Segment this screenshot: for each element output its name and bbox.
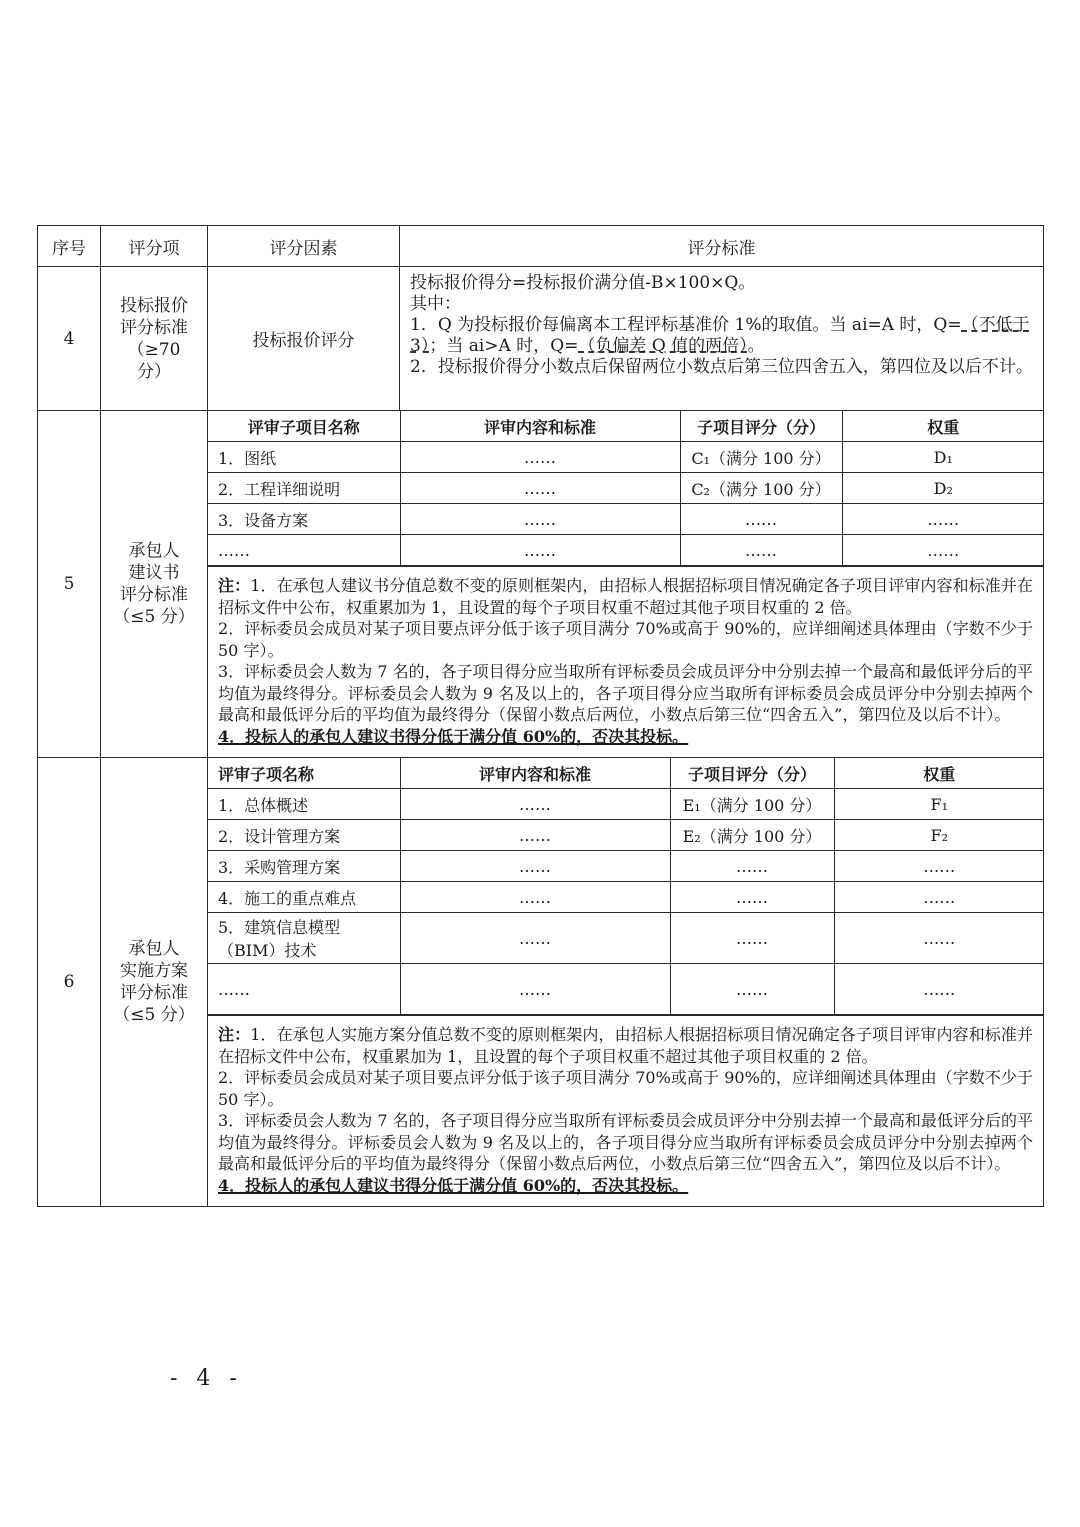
cell: …… <box>670 964 834 1015</box>
page-number: - 4 - <box>170 1366 243 1391</box>
note-item: 3．评标委员会人数为 7 名的，各子项目得分应当取所有评标委员会成员评分中分别去掉一个最高和最低评分后的平均值为最终得分。评标委员会人数为 9 名及以上的，各子项目得分应当取所有评标委员会成员评分中分别去掉两个最高和最低评分后的平均值为最终得分（保留小数点后两位，小数点后第三位“四舍五入”，第四位及以后不计）。 <box>218 662 1033 724</box>
row4-item <box>101 267 208 411</box>
row5-item <box>101 411 208 758</box>
row4-no: 4 <box>38 267 101 411</box>
row4-std-formula: 投标报价得分=投标报价满分值-B×100×Q。 <box>410 273 756 293</box>
cell: …… <box>834 964 1044 1015</box>
cell: 3．采购管理方案 <box>208 851 400 882</box>
row6-subtable <box>208 758 1044 1015</box>
row4-item-line: 评分标准 <box>120 317 188 338</box>
cell: C₂（满分 100 分） <box>680 473 842 504</box>
subheader-score: 子项目评分（分） <box>680 411 842 442</box>
row5-no: 5 <box>38 411 101 758</box>
header-item: 评分项 <box>101 226 208 267</box>
row5-content <box>208 411 1044 758</box>
cell: 1．总体概述 <box>208 789 400 820</box>
cell: …… <box>670 882 834 913</box>
subheader-weight: 权重 <box>834 758 1044 789</box>
cell: …… <box>670 851 834 882</box>
cell: …… <box>680 504 842 535</box>
cell: …… <box>680 535 842 566</box>
cell: …… <box>834 913 1044 964</box>
table-row-5 <box>38 411 1044 758</box>
row5-item-line: 承包人 <box>128 541 180 561</box>
cell: E₁（满分 100 分） <box>670 789 834 820</box>
cell: 5．建筑信息模型（BIM）技术 <box>208 913 400 964</box>
cell: …… <box>400 442 680 473</box>
cell: F₂ <box>834 820 1044 851</box>
cell: 4．施工的重点难点 <box>208 882 400 913</box>
header-no: 序号 <box>38 226 101 267</box>
row6-item-line: 评分标准 <box>120 983 188 1003</box>
row4-standard <box>400 267 1044 411</box>
table-row <box>208 882 1044 913</box>
row6-item-line: 实施方案 <box>120 961 188 981</box>
cell: F₁ <box>834 789 1044 820</box>
header-factor: 评分因素 <box>208 226 400 267</box>
row5-item-line: （≤5 分） <box>113 607 195 627</box>
note-item: 2．评标委员会成员对某子项目要点评分低于该子项目满分 70%或高于 90%的，应详细阐述具体理由（字数不少于 50 字）。 <box>218 1068 1033 1109</box>
cell: D₁ <box>842 442 1044 473</box>
table-row <box>208 820 1044 851</box>
row4-std-item2: 2．投标报价得分小数点后保留两位小数点后第三位四舍五入，第四位及以后不计。 <box>410 357 1033 377</box>
cell: …… <box>834 882 1044 913</box>
subheader-content: 评审内容和标准 <box>400 411 680 442</box>
note-item: 3．评标委员会人数为 7 名的，各子项目得分应当取所有评标委员会成员评分中分别去掉一个最高和最低评分后的平均值为最终得分。评标委员会人数为 9 名及以上的，各子项目得分应当取所有评标委员会成员评分中分别去掉两个最高和最低评分后的平均值为最终得分（保留小数点后两位，小数点后第三位“四舍五入”，第四位及以后不计）。 <box>218 1111 1033 1173</box>
scoring-table <box>37 225 1044 1207</box>
cell: 2．设计管理方案 <box>208 820 400 851</box>
row4-item-line: （≥70 <box>127 339 181 360</box>
note-item: 2．评标委员会成员对某子项目要点评分低于该子项目满分 70%或高于 90%的，应详细阐述具体理由（字数不少于 50 字）。 <box>218 619 1033 660</box>
table-row-6 <box>38 758 1044 1207</box>
cell: …… <box>400 504 680 535</box>
row6-note <box>208 1015 1043 1206</box>
cell: …… <box>208 964 400 1015</box>
row4-item-line: 投标报价 <box>120 295 188 316</box>
cell: …… <box>208 535 400 566</box>
table-row <box>208 473 1044 504</box>
table-header-row <box>38 226 1044 267</box>
row4-item-line: 分） <box>137 361 171 382</box>
row6-item-line: （≤5 分） <box>113 1005 195 1025</box>
cell: …… <box>834 851 1044 882</box>
cell: D₂ <box>842 473 1044 504</box>
row5-item-line: 评分标准 <box>120 585 188 605</box>
note-item: 注：1．在承包人实施方案分值总数不变的原则框架内，由招标人根据招标项目情况确定各子项目评审内容和标准并在招标文件中公布，权重累加为 1，且设置的每个子项目权重不超过其他子项目权重的 2 倍。 <box>218 1025 1033 1066</box>
cell: …… <box>400 851 670 882</box>
row6-item-line: 承包人 <box>128 939 180 959</box>
row6-content <box>208 758 1044 1207</box>
table-row <box>208 913 1044 964</box>
table-row-4 <box>38 267 1044 411</box>
cell: 1．图纸 <box>208 442 400 473</box>
header-standard: 评分标准 <box>400 226 1044 267</box>
row5-subtable <box>208 411 1044 566</box>
table-row <box>208 964 1044 1015</box>
cell: E₂（满分 100 分） <box>670 820 834 851</box>
subheader-content: 评审内容和标准 <box>400 758 670 789</box>
cell: 2．工程详细说明 <box>208 473 400 504</box>
row4-factor: 投标报价评分 <box>208 267 400 411</box>
table-row <box>208 789 1044 820</box>
table-row <box>208 851 1044 882</box>
row4-std-item1: 1．Q 为投标报价每偏离本工程评标基准价 1%的取值。当 ai=A 时，Q=（不低于 3）；当 ai>A 时，Q=（负偏差 Q 值的两倍）。 <box>410 315 1030 356</box>
table-row <box>208 535 1044 566</box>
note-item-bold: 4．投标人的承包人建议书得分低于满分值 60%的，否决其投标。 <box>218 726 689 746</box>
subheader-name: 评审子项目名称 <box>208 411 400 442</box>
cell: …… <box>400 882 670 913</box>
cell: …… <box>400 789 670 820</box>
cell: C₁（满分 100 分） <box>680 442 842 473</box>
subheader-name: 评审子项名称 <box>208 758 400 789</box>
note-item-bold: 4．投标人的承包人建议书得分低于满分值 60%的，否决其投标。 <box>218 1175 689 1195</box>
cell: 3．设备方案 <box>208 504 400 535</box>
row6-no: 6 <box>38 758 101 1207</box>
cell: …… <box>400 473 680 504</box>
cell: …… <box>400 820 670 851</box>
subheader-weight: 权重 <box>842 411 1044 442</box>
table-row <box>208 442 1044 473</box>
cell: …… <box>842 504 1044 535</box>
row6-item <box>101 758 208 1207</box>
row6-subtable-header <box>208 758 1044 789</box>
subheader-score: 子项目评分（分） <box>670 758 834 789</box>
cell: …… <box>842 535 1044 566</box>
row4-std-label: 其中： <box>410 294 461 314</box>
cell: …… <box>670 913 834 964</box>
cell: …… <box>400 913 670 964</box>
row5-item-line: 建议书 <box>128 563 180 583</box>
cell: …… <box>400 535 680 566</box>
row5-subtable-header <box>208 411 1044 442</box>
row5-note <box>208 566 1043 757</box>
table-row <box>208 504 1044 535</box>
cell: …… <box>400 964 670 1015</box>
note-item: 注：1．在承包人建议书分值总数不变的原则框架内，由招标人根据招标项目情况确定各子项目评审内容和标准并在招标文件中公布，权重累加为 1，且设置的每个子项目权重不超过其他子项目权重的 2 倍。 <box>218 576 1033 617</box>
